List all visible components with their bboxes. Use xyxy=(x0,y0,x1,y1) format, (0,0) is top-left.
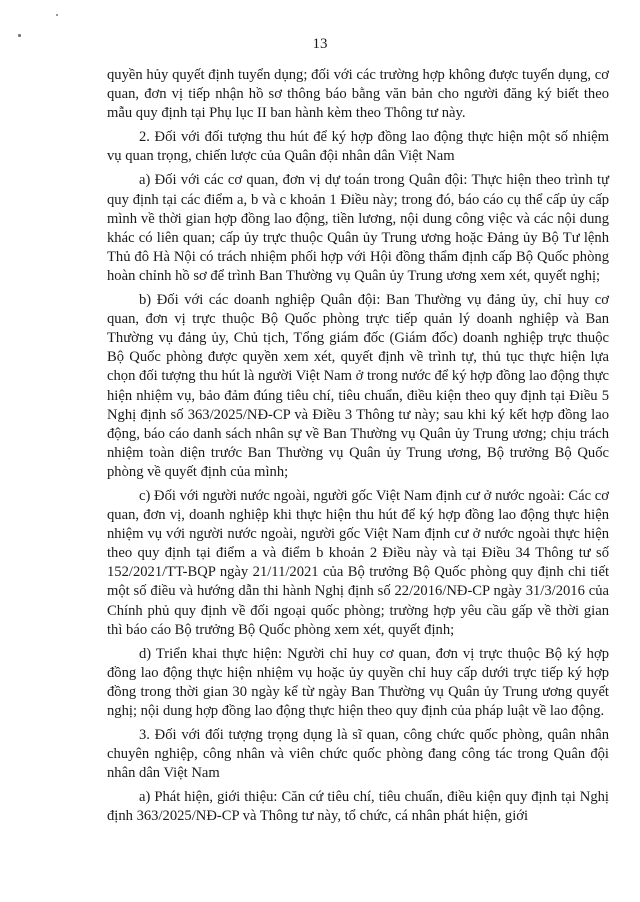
paragraph-2a: a) Đối với các cơ quan, đơn vị dự toán trong Quân đội: Thực hiện theo trình tự quy định tại các điểm a, b và c khoản 1 Điều này; trong đó, báo cáo cụ thể cấp ủy cấp mình về thời gian hợp đồng lao động, tiền lương, nội dung công việc và các nội dung khác có liên quan; cấp ủy trực thuộc Quân ủy Trung ương hoặc Đảng ủy Bộ Tư lệnh Thủ đô Hà Nội có trách nhiệm phối hợp với Hội đồng thẩm định cấp Bộ Quốc phòng hoàn chỉnh hồ sơ để trình Ban Thường vụ Quân ủy Trung ương xem xét, quyết nghị; xyxy=(107,172,609,284)
paragraph-continuation: quyền hủy quyết định tuyển dụng; đối với các trường hợp không được tuyển dụng, cơ quan, đơn vị tiếp nhận hồ sơ thông báo bằng văn bản cho người đăng ký biết theo mẫu quy định tại Phụ lục II ban hành kèm theo Thông tư này. xyxy=(107,67,609,122)
paragraph-2b: b) Đối với các doanh nghiệp Quân đội: Ban Thường vụ đảng ủy, chỉ huy cơ quan, đơn vị trực thuộc Bộ Quốc phòng trực tiếp quản lý doanh nghiệp và Ban Thường vụ đảng ủy, Chủ tịch, Tổng giám đốc (Giám đốc) doanh nghiệp trực thuộc Bộ Quốc phòng được quyền xem xét, quyết định về trình tự, thủ tục thực hiện lựa chọn đối tượng thu hút là người Việt Nam ở trong nước để ký hợp đồng lao động thực hiện nhiệm vụ, bảo đảm đúng tiêu chí, tiêu chuẩn, điều kiện theo quy định tại Điều 5 Nghị định số 363/2025/NĐ-CP và Điều 3 Thông tư này; sau khi ký kết hợp đồng lao động, báo cáo danh sách nhân sự về Ban Thường vụ Quân ủy Trung ương; chịu trách nhiệm toàn diện trước Ban Thường vụ Quân ủy Trung ương, Bộ trưởng Bộ Quốc phòng về quyết định của mình; xyxy=(107,292,609,480)
section-3-heading: 3. Đối với đối tượng trọng dụng là sĩ quan, công chức quốc phòng, quân nhân chuyên nghiệp, công nhân và viên chức quốc phòng đang công tác trong Quân đội nhân dân Việt Nam xyxy=(107,727,609,782)
paragraph-2c: c) Đối với người nước ngoài, người gốc Việt Nam định cư ở nước ngoài: Các cơ quan, đơn vị, doanh nghiệp khi thực hiện thu hút để ký hợp đồng lao động thực hiện nhiệm vụ với người nước ngoài, người gốc Việt Nam định cư ở nước ngoài thực hiện theo quy định tại điểm a và điểm b khoản 2 Điều này và tại Điều 34 Thông tư số 152/2021/TT-BQP ngày 21/11/2021 của Bộ trưởng Bộ Quốc phòng quy định chi tiết một số điều và hướng dẫn thi hành Nghị định số 22/2016/NĐ-CP ngày 31/3/2016 của Chính phủ quy định về đối ngoại quốc phòng; trường hợp yêu cầu gấp về thời gian thì báo cáo Bộ trưởng Bộ Quốc phòng xem xét, quyết định; xyxy=(107,487,609,638)
document-body xyxy=(107,66,609,832)
page-number: 13 xyxy=(312,36,328,52)
section-2-heading: 2. Đối với đối tượng thu hút để ký hợp đồng lao động thực hiện một số nhiệm vụ quan trọng, chiến lược của Quân đội nhân dân Việt Nam xyxy=(107,129,609,165)
scan-artifact xyxy=(56,14,58,16)
paragraph-3a: a) Phát hiện, giới thiệu: Căn cứ tiêu chí, tiêu chuẩn, điều kiện quy định tại Nghị định 363/2025/NĐ-CP và Thông tư này, tổ chức, cá nhân phát hiện, giới xyxy=(107,789,609,825)
paragraph-2d: d) Triển khai thực hiện: Người chỉ huy cơ quan, đơn vị trực thuộc Bộ ký hợp đồng lao động thực hiện nhiệm vụ hoặc ủy quyền chỉ huy cấp dưới trực tiếp ký hợp đồng trong thời gian 30 ngày kể từ ngày Ban Thường vụ Quân ủy Trung ương quyết nghị; nội dung hợp đồng lao động thực hiện theo quy định của pháp luật về lao động. xyxy=(107,645,609,719)
